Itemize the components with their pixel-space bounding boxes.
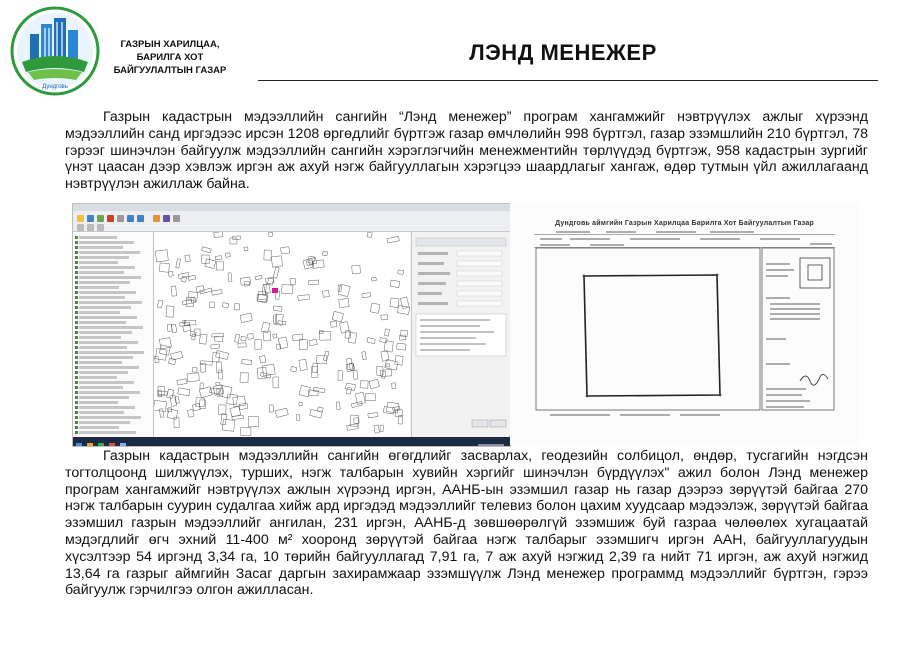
layer-name — [79, 361, 122, 364]
map-parcel — [186, 297, 194, 306]
digitize-icon — [77, 224, 84, 231]
layer-name — [79, 266, 135, 269]
map-parcel — [227, 394, 238, 405]
layer-name — [79, 351, 144, 354]
map-parcel — [312, 363, 318, 373]
map-parcel — [385, 329, 390, 336]
map-parcel — [216, 262, 223, 270]
layer-checkbox[interactable] — [75, 266, 78, 269]
title-underline — [258, 80, 878, 81]
layer-checkbox[interactable] — [75, 306, 78, 309]
map-parcel — [216, 362, 221, 373]
layers-panel — [73, 232, 154, 437]
layer-name — [79, 396, 129, 399]
map-parcel — [176, 259, 181, 268]
layer-checkbox[interactable] — [75, 336, 78, 339]
layer-checkbox[interactable] — [75, 291, 78, 294]
map-parcel — [367, 338, 375, 344]
layer-name — [79, 251, 140, 254]
map-parcel — [398, 415, 403, 424]
layer-checkbox[interactable] — [75, 371, 78, 374]
map-parcel — [192, 403, 200, 411]
map-parcel — [155, 250, 168, 262]
map-parcel — [248, 334, 254, 340]
map-parcel — [310, 409, 323, 418]
page-title: ЛЭНД МЕНЕЖЕР — [469, 40, 657, 65]
map-parcel — [157, 300, 163, 308]
map-parcel — [170, 395, 177, 406]
map-parcel — [395, 356, 404, 366]
map-parcel — [370, 303, 380, 314]
org-line-2: БАРИЛГА ХОТ — [136, 52, 204, 63]
layer-checkbox[interactable] — [75, 341, 78, 344]
edit-icon — [107, 215, 114, 222]
map-parcel — [275, 314, 283, 325]
attribute-panel — [411, 232, 511, 437]
map-parcel — [225, 253, 230, 258]
cadastral-document-heading: Дундговь аймгийн Газрын Харилцаа Барилга Хот Байгуулалтын Газар — [555, 220, 814, 227]
map-parcel — [396, 343, 406, 350]
map-parcel — [384, 341, 393, 352]
save-icon — [87, 215, 94, 222]
map-parcel — [368, 412, 378, 417]
map-parcel — [390, 298, 399, 308]
map-parcel — [233, 236, 241, 240]
map-parcel — [273, 377, 279, 388]
layer-name — [79, 296, 125, 299]
layer-name — [79, 421, 130, 424]
map-parcel — [275, 408, 288, 417]
map-parcel — [230, 406, 241, 417]
map-parcel — [386, 364, 390, 367]
map-parcel — [273, 306, 282, 311]
map-parcel — [174, 417, 179, 427]
map-parcel — [199, 334, 207, 344]
map-parcel — [240, 373, 248, 383]
paragraph-2 — [65, 448, 868, 599]
layer-name — [79, 276, 141, 279]
map-parcel — [273, 334, 277, 338]
layer-checkbox[interactable] — [75, 421, 78, 424]
identify-icon — [163, 215, 170, 222]
layer-checkbox[interactable] — [75, 416, 78, 419]
layer-checkbox[interactable] — [75, 366, 78, 369]
layer-checkbox[interactable] — [75, 271, 78, 274]
snap-icon — [97, 224, 104, 231]
map-parcel — [392, 383, 396, 389]
paragraph-1-text: Газрын кадастрын мэдээллийн сангийн “Лэнд менежер” програм хангамжийг нэвтрүүлэх ажлыг хүрээнд мэдээллийн санд иргэдээс ирсэн 1208 өргөдлийг бүртгэж газар өмчлөлийн 998 бүртгэл, газар эзэмшлийн 210 бүртгэл, 78 гэрээг шинэчлэн байгуулж мэдээллийн сангийн хэрэглэгчийн менежментийн төрлүүдэд бүртгэж, 958 кадастрын зургийг үнэт цаасан дээр хэвлэж иргэн аж ахуй нэгж байгууллагын хэрэгцээ шаардлагыг хангаж, өдөр тутмын үйл ажиллагаанд нэвтрүүлэн ажиллаж байна. — [65, 109, 868, 193]
map-parcel — [235, 334, 240, 342]
layer-name — [79, 341, 138, 344]
layer-checkbox[interactable] — [75, 301, 78, 304]
map-parcel — [201, 361, 213, 365]
layer-name — [79, 426, 119, 429]
map-parcel — [240, 313, 252, 323]
map-parcel — [264, 331, 271, 341]
map-parcel — [271, 256, 282, 267]
map-parcel — [348, 332, 356, 343]
layer-name — [79, 406, 135, 409]
map-parcel — [222, 303, 229, 308]
map-parcel — [323, 351, 329, 361]
map-parcel — [332, 311, 343, 322]
add-layer-icon — [97, 215, 104, 222]
layer-checkbox[interactable] — [75, 236, 78, 239]
cadastral-map-document — [510, 203, 859, 445]
map-parcel — [293, 334, 303, 341]
map-parcel — [214, 232, 223, 238]
layer-checkbox[interactable] — [75, 281, 78, 284]
zoom-out-icon — [137, 215, 144, 222]
map-parcel — [353, 370, 358, 379]
map-parcel — [320, 332, 331, 341]
map-parcel — [211, 344, 220, 349]
map-parcel — [369, 379, 379, 388]
map-parcel — [290, 278, 296, 285]
layer-name — [79, 331, 132, 334]
layer-name — [79, 311, 120, 314]
map-parcel — [260, 356, 266, 363]
paragraph-2-text: Газрын кадастрын мэдээллийн сангийн өгөгдлийг засварлах, геодезийн солбицол, өндөр, тусгагийн нэгдсэн тогтолцоонд шилжүүлэх, турших, нэгж талбарын хувийн хэргийг шинэчлэн бүрдүүлэх" ажил болон Лэнд менежер програм хангамжийг нэвтрүүлэх ажлын хүрээнд иргэн, ААНБ-ын эзэмшил газар нь газар дээрээ зөрүүтэй байгаа 270 нэгж талбарын суурин судалгаа хийж ард иргэдэд мэдээллийг телевиз болон цахим хуудсаар мэдээлэж, зөрүүтэй байгаа эзэмшил газрын мэдээллийг ангилан, 231 иргэн, ААНБ-д зөвшөөрөлгүй эзэмшиж буй газраа чөлөөлөх хугацаатай мэдэгдлийг өгч эхний 11-400 м² хооронд зөрүүтэй байгаа нэгж талбарыг эзэмшигч иргэн ААН, байгууллагуудын хүсэлтээр 54 иргэнд 3,34 га, 10 төрийн байгууллагад 7,91 га, 7 аж ахуй нэгжид 2,39 га нийт 71 иргэн, аж ахуй нэгжид 13,64 га газрыг аймгийн Засаг даргын захирамжаар эзэмшүүлж Лэнд менежер программд мэдээллийг бүртгэн, гэрээ байгуулж гэрчилгээ олгон ажилласан. — [65, 448, 868, 599]
map-parcel — [167, 408, 172, 412]
map-parcel — [336, 402, 340, 410]
map-parcel — [255, 340, 261, 350]
map-parcel — [215, 256, 221, 260]
map-parcel — [299, 402, 303, 406]
map-parcel — [380, 425, 383, 431]
layer-name — [79, 346, 127, 349]
map-parcel — [269, 405, 273, 412]
logo-lettering: Дундговь — [42, 84, 68, 90]
map-parcel — [216, 351, 229, 360]
map-parcel — [381, 315, 388, 320]
map-parcel — [212, 289, 223, 295]
map-parcel — [323, 290, 330, 297]
map-parcel — [374, 425, 380, 433]
map-parcel — [159, 409, 164, 418]
pan-icon — [117, 215, 124, 222]
layer-name — [79, 306, 131, 309]
map-parcel — [187, 409, 194, 417]
map-parcel — [309, 339, 317, 346]
map-parcel — [168, 271, 173, 276]
map-parcel — [200, 288, 212, 294]
layer-checkbox[interactable] — [75, 401, 78, 404]
layer-checkbox[interactable] — [75, 286, 78, 289]
map-parcel — [171, 324, 177, 333]
map-parcel — [352, 265, 361, 273]
map-parcel — [317, 407, 323, 412]
map-parcel — [241, 428, 251, 436]
map-parcel — [362, 352, 367, 360]
map-parcel — [171, 286, 177, 296]
map-parcel — [228, 273, 232, 282]
map-parcel — [159, 345, 170, 355]
map-parcel — [308, 280, 318, 285]
gis-software-screenshot — [72, 203, 511, 447]
map-parcel — [317, 355, 327, 364]
layer-checkbox[interactable] — [75, 241, 78, 244]
map-parcel — [339, 322, 349, 334]
layer-name — [79, 336, 121, 339]
map-parcel — [262, 284, 266, 294]
map-parcel — [339, 298, 349, 307]
map-parcel — [313, 387, 325, 392]
layer-checkbox[interactable] — [75, 426, 78, 429]
layer-checkbox[interactable] — [75, 316, 78, 319]
layer-checkbox[interactable] — [75, 311, 78, 314]
map-parcel — [399, 335, 406, 340]
layer-name — [79, 371, 128, 374]
window-titlebar — [73, 204, 510, 211]
folder-icon — [77, 215, 84, 222]
layer-name — [79, 321, 126, 324]
layer-checkbox[interactable] — [75, 361, 78, 364]
map-parcel — [187, 373, 199, 382]
layer-checkbox[interactable] — [75, 396, 78, 399]
map-parcel — [188, 275, 196, 280]
map-parcel — [338, 370, 342, 380]
layer-checkbox[interactable] — [75, 381, 78, 384]
map-parcel — [347, 424, 359, 431]
map-parcel — [185, 255, 190, 262]
map-parcel — [382, 371, 386, 378]
layer-name — [79, 366, 139, 369]
map-parcel — [178, 388, 190, 396]
land-parcel-polygon — [584, 275, 720, 396]
map-parcel — [159, 263, 169, 272]
map-parcel — [241, 336, 247, 341]
map-parcel — [387, 236, 399, 243]
map-parcel — [205, 259, 216, 269]
map-parcel — [192, 367, 197, 372]
map-parcel — [365, 394, 375, 401]
map-parcel — [210, 302, 215, 308]
layer-name — [79, 376, 117, 379]
map-parcel — [167, 409, 178, 420]
layer-name — [79, 286, 119, 289]
map-parcel — [177, 379, 187, 385]
layer-name — [79, 271, 124, 274]
map-parcel — [290, 366, 296, 372]
layer-checkbox[interactable] — [75, 276, 78, 279]
layer-name — [79, 241, 134, 244]
map-parcel — [397, 305, 409, 314]
map-parcel — [390, 280, 400, 288]
layer-name — [79, 431, 136, 434]
layer-name — [79, 356, 133, 359]
organization-name — [100, 38, 240, 77]
map-parcel — [282, 285, 293, 294]
map-parcel — [234, 304, 239, 311]
map-parcel — [323, 251, 328, 256]
map-parcel — [196, 398, 205, 407]
layer-checkbox[interactable] — [75, 296, 78, 299]
map-parcel — [219, 370, 223, 379]
map-parcel — [371, 277, 376, 281]
map-parcel — [362, 293, 371, 298]
org-line-3: БАЙГУУЛАЛТЫН ГАЗАР — [113, 65, 227, 76]
map-parcel — [200, 383, 203, 389]
map-parcel — [346, 388, 351, 395]
layer-checkbox[interactable] — [75, 356, 78, 359]
layer-name — [79, 386, 123, 389]
layer-name — [79, 291, 136, 294]
paragraph-1 — [65, 109, 868, 193]
layer-name — [79, 261, 118, 264]
zoom-in-icon — [127, 215, 134, 222]
selected-parcel — [272, 288, 278, 293]
map-parcel — [298, 295, 310, 301]
map-parcel — [351, 401, 362, 407]
map-parcel — [178, 272, 189, 278]
layer-checkbox[interactable] — [75, 386, 78, 389]
map-parcel — [269, 232, 273, 236]
map-parcel — [257, 294, 267, 303]
map-parcel — [238, 343, 246, 347]
map-parcel — [222, 419, 235, 431]
select-icon — [153, 215, 160, 222]
map-parcel — [306, 257, 317, 265]
map-parcel — [385, 359, 398, 370]
map-parcel — [239, 403, 248, 410]
layer-name — [79, 411, 124, 414]
map-parcel — [159, 337, 171, 348]
layer-checkbox[interactable] — [75, 391, 78, 394]
map-parcel — [255, 275, 262, 279]
map-parcel — [308, 256, 315, 263]
map-parcel — [214, 336, 222, 341]
map-parcel — [273, 267, 279, 278]
map-parcel — [244, 247, 248, 251]
map-parcel — [248, 416, 258, 427]
map-parcel — [398, 270, 404, 274]
layer-checkbox[interactable] — [75, 326, 78, 329]
layer-name — [79, 381, 134, 384]
layer-checkbox[interactable] — [75, 261, 78, 264]
layer-checkbox[interactable] — [75, 251, 78, 254]
layer-checkbox[interactable] — [75, 321, 78, 324]
layer-checkbox[interactable] — [75, 411, 78, 414]
layer-name — [79, 326, 143, 329]
map-parcel — [166, 306, 174, 317]
map-parcel — [154, 356, 159, 363]
layer-checkbox[interactable] — [75, 256, 78, 259]
map-parcel — [380, 338, 387, 343]
map-parcel — [299, 339, 307, 349]
map-parcel — [360, 381, 368, 389]
map-parcel — [393, 406, 400, 411]
map-parcel — [264, 250, 272, 260]
map-parcel — [244, 281, 250, 286]
layer-checkbox[interactable] — [75, 406, 78, 409]
map-parcel — [267, 278, 273, 285]
map-parcel — [202, 247, 212, 253]
layer-name — [79, 256, 129, 259]
layer-name — [79, 281, 130, 284]
layer-checkbox[interactable] — [75, 431, 78, 434]
map-parcel — [181, 276, 186, 282]
layer-checkbox[interactable] — [75, 376, 78, 379]
measure-icon — [173, 215, 180, 222]
map-canvas — [154, 232, 410, 437]
layer-checkbox[interactable] — [75, 346, 78, 349]
layer-checkbox[interactable] — [75, 246, 78, 249]
os-taskbar — [73, 437, 510, 446]
map-parcel — [232, 415, 244, 419]
layer-name — [79, 416, 141, 419]
org-line-1: ГАЗРЫН ХАРИЛЦАА, — [120, 39, 220, 50]
map-parcel — [278, 321, 286, 325]
gis-toolbar — [73, 211, 510, 232]
layer-checkbox[interactable] — [75, 331, 78, 334]
node-tool-icon — [87, 224, 94, 231]
map-parcel — [299, 359, 308, 370]
layer-name — [79, 316, 137, 319]
map-parcel — [331, 321, 337, 327]
map-parcel — [158, 391, 168, 395]
layer-checkbox[interactable] — [75, 351, 78, 354]
layer-name — [79, 236, 117, 239]
map-parcel — [230, 238, 237, 244]
map-parcel — [154, 400, 167, 411]
signature-scribble — [800, 374, 828, 385]
layer-name — [79, 301, 142, 304]
map-parcel — [278, 337, 288, 349]
organization-logo — [10, 6, 100, 96]
layer-name — [79, 246, 123, 249]
map-parcel — [401, 330, 408, 336]
map-parcel — [281, 247, 290, 254]
map-parcel — [338, 284, 350, 296]
layer-name — [79, 391, 140, 394]
map-parcel — [242, 359, 252, 364]
layer-name — [79, 401, 118, 404]
map-parcel — [367, 232, 372, 237]
map-parcel — [296, 415, 300, 421]
map-parcel — [218, 405, 226, 415]
